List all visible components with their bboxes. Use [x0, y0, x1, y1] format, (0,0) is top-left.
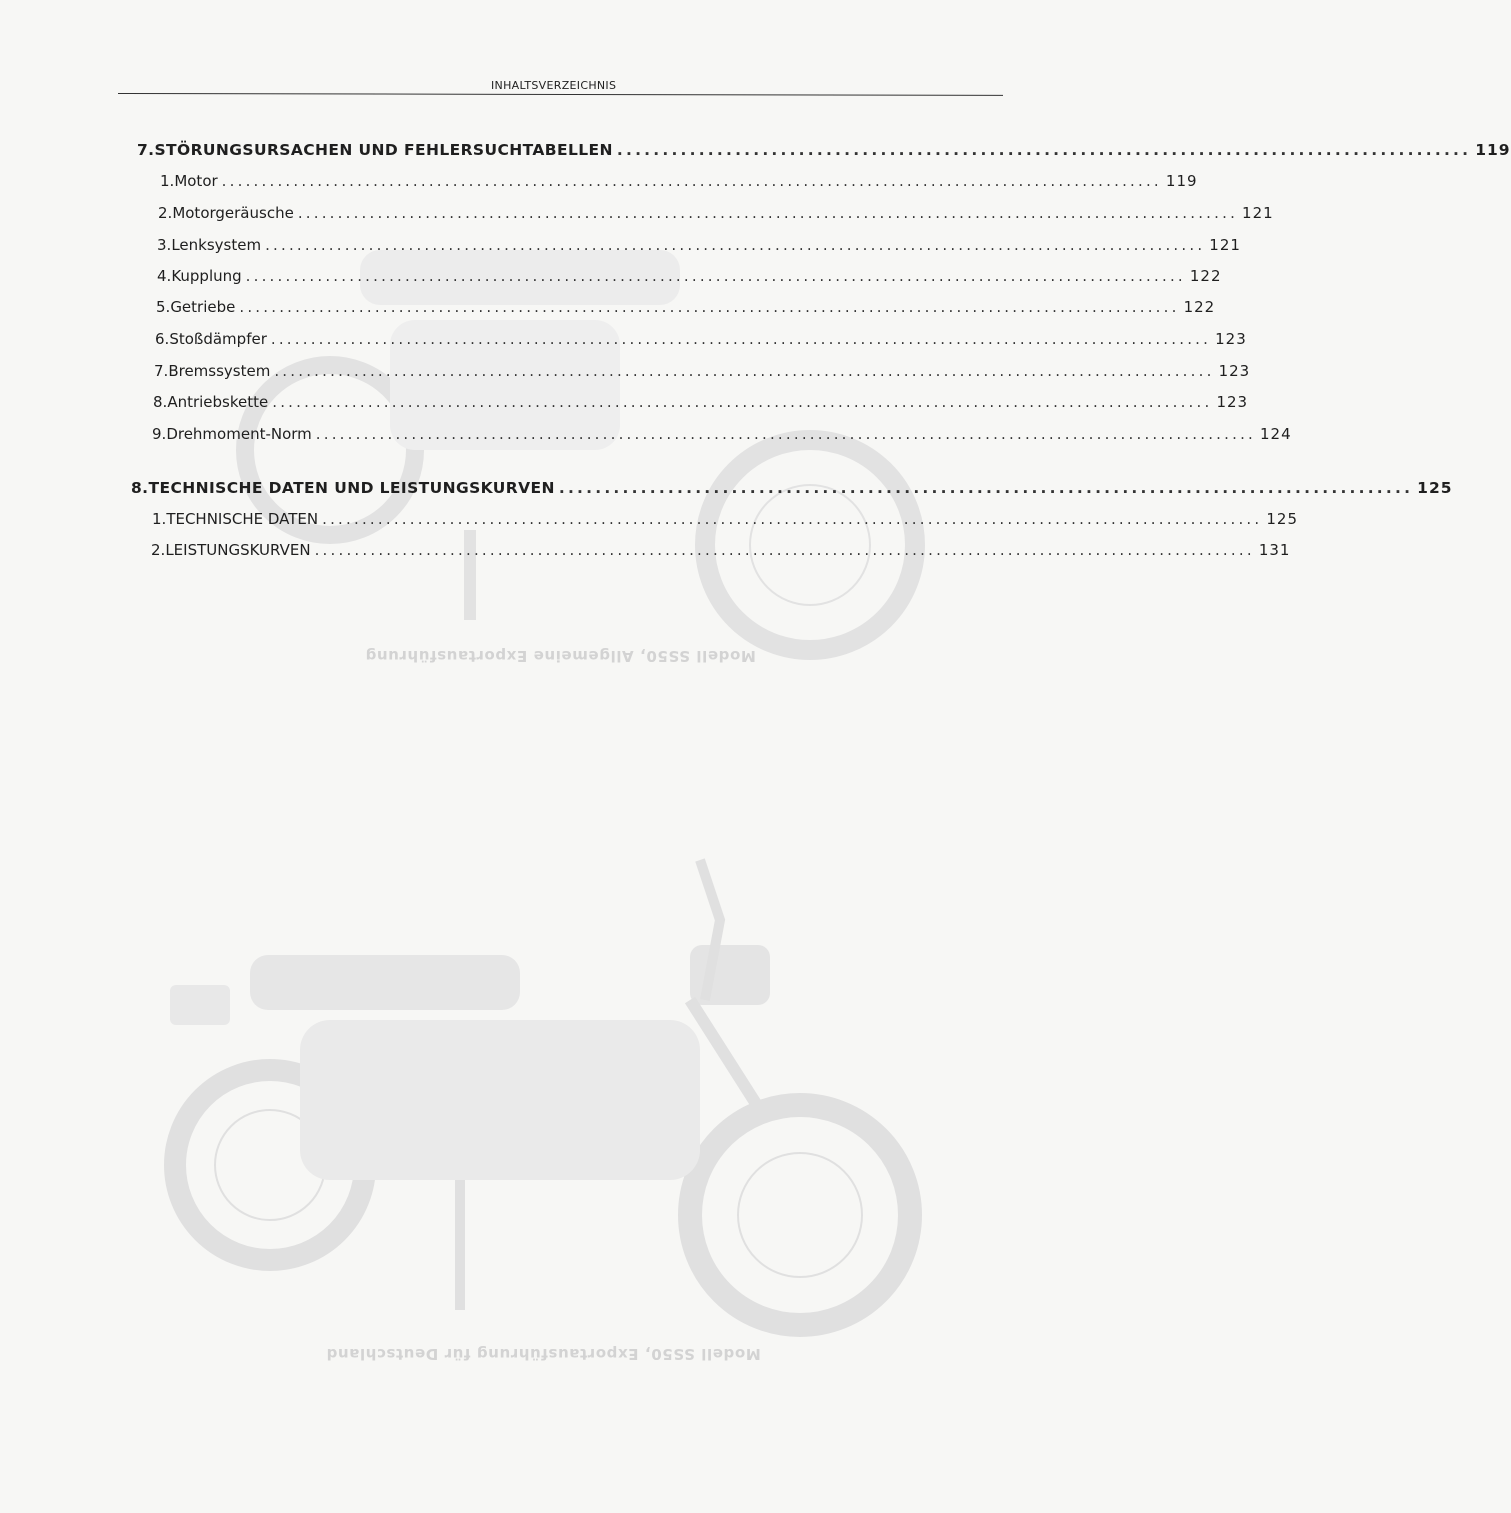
leader-dots: ......................................................................................................................: [239, 298, 1180, 316]
item-number: 1.: [160, 172, 175, 190]
toc-item: [157, 236, 1241, 254]
leader-dots: ..............................................................................................: [616, 141, 1472, 159]
page-number: 121: [1242, 204, 1274, 222]
page-number: 131: [1258, 541, 1291, 559]
toc-item: [154, 362, 1251, 380]
item-label: Getriebe: [170, 298, 236, 316]
section-title: TECHNISCHE DATEN UND LEISTUNGSKURVEN: [148, 479, 555, 497]
section-number: 7.: [137, 141, 155, 159]
toc-item: [160, 172, 1198, 190]
show-through-caption-top: Modell SS50, Allgemeine Exportausführung: [365, 647, 756, 665]
page-number: 121: [1209, 236, 1241, 254]
item-label: Motor: [174, 172, 218, 190]
page-number: 123: [1218, 362, 1251, 380]
page-header-title: INHALTSVERZEICHNIS: [491, 79, 617, 92]
leader-dots: ......................................................................................................................: [297, 204, 1239, 222]
item-number: 1.: [152, 510, 167, 528]
leader-dots: ......................................................................................................................: [265, 236, 1206, 254]
toc-item: [152, 510, 1298, 528]
item-label: Lenksystem: [171, 236, 262, 254]
leader-dots: ......................................................................................................................: [315, 425, 1257, 443]
leader-dots: ......................................................................................................................: [322, 510, 1263, 528]
toc-item: [153, 393, 1249, 411]
toc-section-8: [131, 479, 1453, 497]
page-number: 123: [1215, 330, 1247, 348]
leader-dots: ..............................................................................................: [558, 479, 1414, 497]
item-number: 9.: [152, 425, 167, 443]
leader-dots: ......................................................................................................................: [274, 362, 1215, 380]
show-through-motorcycle-bottom: [170, 860, 910, 1325]
item-number: 5.: [156, 298, 171, 316]
toc-item: [158, 204, 1274, 222]
item-label: TECHNISCHE DATEN: [166, 510, 319, 528]
toc-item: [155, 330, 1247, 348]
page-number: 119: [1165, 172, 1198, 190]
page-number: 125: [1266, 510, 1298, 528]
page-number: 122: [1189, 267, 1222, 285]
item-label: Antriebskette: [167, 393, 269, 411]
page-number: 122: [1183, 298, 1216, 316]
item-label: Bremssystem: [168, 362, 271, 380]
leader-dots: ......................................................................................................................: [314, 541, 1255, 559]
item-number: 4.: [157, 267, 172, 285]
leader-dots: ......................................................................................................................: [245, 267, 1186, 285]
item-number: 2.: [151, 541, 166, 559]
item-number: 6.: [155, 330, 170, 348]
item-number: 7.: [154, 362, 169, 380]
leader-dots: ......................................................................................................................: [221, 172, 1162, 190]
item-number: 2.: [158, 204, 173, 222]
section-title: STÖRUNGSURSACHEN UND FEHLERSUCHTABELLEN: [154, 141, 613, 159]
toc-item: [151, 541, 1291, 559]
item-label: Kupplung: [171, 267, 242, 285]
page-number: 125: [1417, 479, 1453, 497]
page-number: 123: [1216, 393, 1249, 411]
item-number: 3.: [157, 236, 172, 254]
toc-item: [152, 425, 1292, 443]
item-label: Stoßdämpfer: [169, 330, 267, 348]
item-label: Motorgeräusche: [172, 204, 294, 222]
toc-section-7: [137, 141, 1511, 159]
toc-item: [157, 267, 1222, 285]
leader-dots: ......................................................................................................................: [270, 330, 1212, 348]
item-number: 8.: [153, 393, 168, 411]
item-label: Drehmoment-Norm: [166, 425, 312, 443]
item-label: LEISTUNGSKURVEN: [165, 541, 311, 559]
page-number: 119: [1475, 141, 1511, 159]
leader-dots: ......................................................................................................................: [272, 393, 1213, 411]
toc-item: [156, 298, 1216, 316]
show-through-caption-bottom: Modell SS50, Exportausführung für Deutschland: [326, 1345, 761, 1363]
page-number: 124: [1260, 425, 1292, 443]
section-number: 8.: [131, 479, 149, 497]
